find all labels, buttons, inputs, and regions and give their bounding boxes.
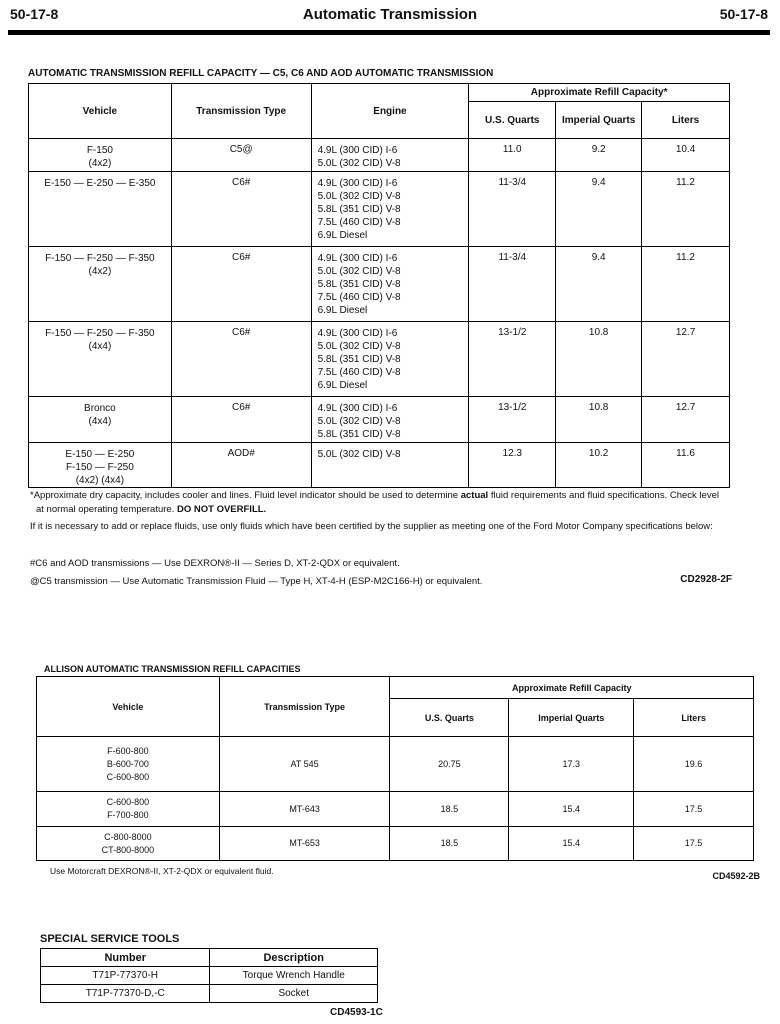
cell-line: CT-800-8000 bbox=[101, 844, 155, 855]
cell-liters: 17.5 bbox=[634, 827, 754, 861]
table-row bbox=[29, 397, 730, 443]
cell-line: Bronco bbox=[84, 403, 116, 414]
cell-transmission-type: C6# bbox=[171, 172, 311, 247]
table2-title: ALLISON AUTOMATIC TRANSMISSION REFILL CAPACITIES bbox=[44, 664, 301, 674]
cell-line: F-150 — F-250 bbox=[65, 462, 134, 473]
cell-line: 5.8L (351 CID) V-8 bbox=[317, 279, 401, 290]
cell-line: E-150 — E-250 bbox=[65, 449, 135, 460]
col-header-liters: Liters bbox=[642, 102, 730, 139]
table1-title: AUTOMATIC TRANSMISSION REFILL CAPACITY — C5, C6 AND AOD AUTOMATIC TRANSMISSION bbox=[28, 68, 494, 79]
figure-code: CD4592-2B bbox=[712, 871, 760, 881]
cell-vehicle bbox=[29, 443, 172, 488]
cell-imp: 15.4 bbox=[509, 792, 634, 827]
cell-imp: 9.4 bbox=[556, 247, 642, 322]
cell-line: F-700-800 bbox=[107, 810, 149, 820]
cell-line: C-600-800 bbox=[106, 797, 150, 807]
table-row bbox=[29, 322, 730, 397]
col-header-number: Number bbox=[41, 949, 210, 967]
col-header-transmission-type: Transmission Type bbox=[171, 84, 311, 139]
cell-vehicle bbox=[29, 247, 172, 322]
cell-line: 6.9L Diesel bbox=[317, 305, 368, 316]
cell-liters: 10.4 bbox=[642, 139, 730, 172]
cell-liters: 12.7 bbox=[642, 397, 730, 443]
cell-vehicle bbox=[29, 172, 172, 247]
cell-us: 18.5 bbox=[390, 792, 509, 827]
cell-liters: 11.6 bbox=[642, 443, 730, 488]
cell-line: 5.0L (302 CID) V-8 bbox=[317, 158, 401, 169]
col-header-us-quarts: U.S. Quarts bbox=[469, 102, 556, 139]
cell-imp: 15.4 bbox=[509, 827, 634, 861]
page-title: Automatic Transmission bbox=[302, 6, 478, 23]
footnote-dry-capacity: *Approximate dry capacity, includes cooler and lines. Fluid level indicator should be used to determine actual fluid requirements and fluid specifications. Check level at normal operating temperature. DO NOT OVERFILL. bbox=[30, 490, 719, 515]
cell-transmission-type: C5@ bbox=[171, 139, 311, 172]
cell-line: 7.5L (460 CID) V-8 bbox=[317, 292, 401, 303]
table-row bbox=[41, 967, 378, 985]
table-row bbox=[37, 827, 754, 861]
col-header-vehicle: Vehicle bbox=[29, 84, 172, 139]
cell-line: 5.8L (351 CID) V-8 bbox=[317, 354, 401, 365]
col-header-engine: Engine bbox=[311, 84, 469, 139]
cell-line: 5.0L (302 CID) V-8 bbox=[317, 191, 401, 202]
cell-transmission-type: AOD# bbox=[171, 443, 311, 488]
col-header-description: Description bbox=[210, 949, 378, 967]
special-service-tools-table bbox=[40, 948, 378, 1003]
cell-engine bbox=[311, 443, 469, 488]
cell-description: Socket bbox=[210, 985, 378, 1003]
cell-line: C-600-800 bbox=[106, 771, 150, 782]
cell-line: (4x4) bbox=[88, 341, 112, 352]
table-row bbox=[29, 247, 730, 322]
cell-vehicle bbox=[37, 827, 220, 861]
cell-number: T71P-77370-H bbox=[41, 967, 210, 985]
cell-line: C-800-8000 bbox=[104, 831, 152, 842]
cell-line: F-150 — F-250 — F-350 bbox=[45, 328, 155, 339]
cell-us: 18.5 bbox=[390, 827, 509, 861]
cell-liters: 12.7 bbox=[642, 322, 730, 397]
col-header-imperial-quarts: Imperial Quarts bbox=[556, 102, 642, 139]
cell-imp: 9.2 bbox=[556, 139, 642, 172]
cell-vehicle bbox=[37, 737, 220, 792]
cell-trans: MT-653 bbox=[219, 827, 390, 861]
cell-line: 5.0L (302 CID) V-8 bbox=[317, 416, 401, 427]
cell-line: F-150 — F-250 — F-350 bbox=[45, 253, 155, 264]
page-number-left: 50-17-8 bbox=[10, 6, 59, 22]
cell-line: 5.0L (302 CID) V-8 bbox=[317, 341, 401, 352]
cell-liters: 11.2 bbox=[642, 247, 730, 322]
table-row bbox=[29, 172, 730, 247]
cell-us: 13-1/2 bbox=[469, 397, 556, 443]
cell-number: T71P-77370-D,-C bbox=[41, 985, 210, 1003]
cell-line: 6.9L Diesel bbox=[317, 230, 368, 241]
col-header-us-quarts: U.S. Quarts bbox=[390, 699, 509, 737]
cell-engine bbox=[311, 397, 469, 443]
cell-liters: 19.6 bbox=[634, 737, 754, 792]
cell-us: 11.0 bbox=[469, 139, 556, 172]
cell-imp: 10.2 bbox=[556, 443, 642, 488]
cell-line: 6.9L Diesel bbox=[317, 380, 368, 391]
cell-us: 13-1/2 bbox=[469, 322, 556, 397]
footnote-c5: @C5 transmission — Use Automatic Transmission Fluid — Type H, XT-4-H (ESP-M2C166-H) or equivalent. bbox=[30, 576, 483, 587]
cell-line: F-600-800 bbox=[107, 745, 149, 756]
cell-vehicle bbox=[29, 322, 172, 397]
cell-line: 7.5L (460 CID) V-8 bbox=[317, 367, 401, 378]
footnote-c6-aod: #C6 and AOD transmissions — Use DEXRON®-II — Series D, XT-2-QDX or equivalent. bbox=[30, 558, 400, 569]
cell-line: 4.9L (300 CID) I-6 bbox=[317, 403, 398, 414]
table2-footnote: Use Motorcraft DEXRON®-II, XT-2-QDX or equivalent fluid. bbox=[50, 866, 274, 876]
cell-line: B-600-700 bbox=[106, 758, 149, 769]
cell-imp: 9.4 bbox=[556, 172, 642, 247]
header-rule bbox=[8, 30, 770, 35]
cell-liters: 17.5 bbox=[634, 792, 754, 827]
cell-vehicle bbox=[29, 397, 172, 443]
cell-trans: AT 545 bbox=[219, 737, 390, 792]
cell-line: 7.5L (460 CID) V-8 bbox=[317, 217, 401, 228]
cell-line: 4.9L (300 CID) I-6 bbox=[317, 145, 398, 156]
cell-line: (4x4) bbox=[88, 416, 112, 427]
cell-engine bbox=[311, 322, 469, 397]
cell-description: Torque Wrench Handle bbox=[210, 967, 378, 985]
cell-line: 4.9L (300 CID) I-6 bbox=[317, 253, 398, 264]
cell-us: 12.3 bbox=[469, 443, 556, 488]
cell-engine bbox=[311, 172, 469, 247]
footnote-fluids: If it is necessary to add or replace fluids, use only fluids which have been certified by the supplier as meeting one of the Ford Motor Company specifications below: bbox=[30, 521, 713, 532]
cell-line: 5.8L (351 CID) V-8 bbox=[317, 204, 401, 215]
cell-transmission-type: C6# bbox=[171, 322, 311, 397]
cell-imp: 10.8 bbox=[556, 397, 642, 443]
col-header-imperial-quarts: Imperial Quarts bbox=[509, 699, 634, 737]
cell-engine bbox=[311, 247, 469, 322]
cell-line: (4x2) (4x4) bbox=[75, 475, 125, 486]
cell-line: E-150 — E-250 — E-350 bbox=[44, 178, 156, 189]
table3-title: SPECIAL SERVICE TOOLS bbox=[40, 933, 180, 945]
refill-capacity-table bbox=[28, 83, 730, 488]
cell-line: (4x2) bbox=[88, 266, 112, 277]
cell-imp: 17.3 bbox=[509, 737, 634, 792]
table-row bbox=[29, 443, 730, 488]
page-number-right: 50-17-8 bbox=[719, 6, 768, 22]
table-row bbox=[41, 985, 378, 1003]
col-header-approx-refill: Approximate Refill Capacity* bbox=[469, 84, 730, 102]
cell-vehicle bbox=[29, 139, 172, 172]
cell-line: F-150 bbox=[86, 145, 113, 156]
cell-transmission-type: C6# bbox=[171, 397, 311, 443]
cell-us: 11-3/4 bbox=[469, 172, 556, 247]
figure-code: CD4593-1C bbox=[330, 1007, 383, 1018]
cell-line: 4.9L (300 CID) I-6 bbox=[317, 178, 398, 189]
table-row bbox=[37, 792, 754, 827]
cell-engine bbox=[311, 139, 469, 172]
allison-refill-table bbox=[36, 676, 754, 861]
cell-liters: 11.2 bbox=[642, 172, 730, 247]
cell-line: 5.0L (302 CID) V-8 bbox=[317, 449, 401, 460]
cell-line: 5.0L (302 CID) V-8 bbox=[317, 266, 401, 277]
cell-imp: 10.8 bbox=[556, 322, 642, 397]
cell-vehicle bbox=[37, 792, 220, 827]
cell-trans: MT-643 bbox=[219, 792, 390, 827]
cell-line: (4x2) bbox=[88, 158, 112, 169]
cell-us: 20.75 bbox=[390, 737, 509, 792]
col-header-approx-refill: Approximate Refill Capacity bbox=[390, 677, 754, 699]
cell-line: 5.8L (351 CID) V-8 bbox=[317, 429, 401, 440]
col-header-liters: Liters bbox=[634, 699, 754, 737]
col-header-vehicle: Vehicle bbox=[37, 677, 220, 737]
cell-transmission-type: C6# bbox=[171, 247, 311, 322]
cell-us: 11-3/4 bbox=[469, 247, 556, 322]
cell-line: 4.9L (300 CID) I-6 bbox=[317, 328, 398, 339]
figure-code: CD2928-2F bbox=[680, 574, 732, 585]
table-row bbox=[29, 139, 730, 172]
table-row bbox=[37, 737, 754, 792]
col-header-transmission-type: Transmission Type bbox=[219, 677, 390, 737]
